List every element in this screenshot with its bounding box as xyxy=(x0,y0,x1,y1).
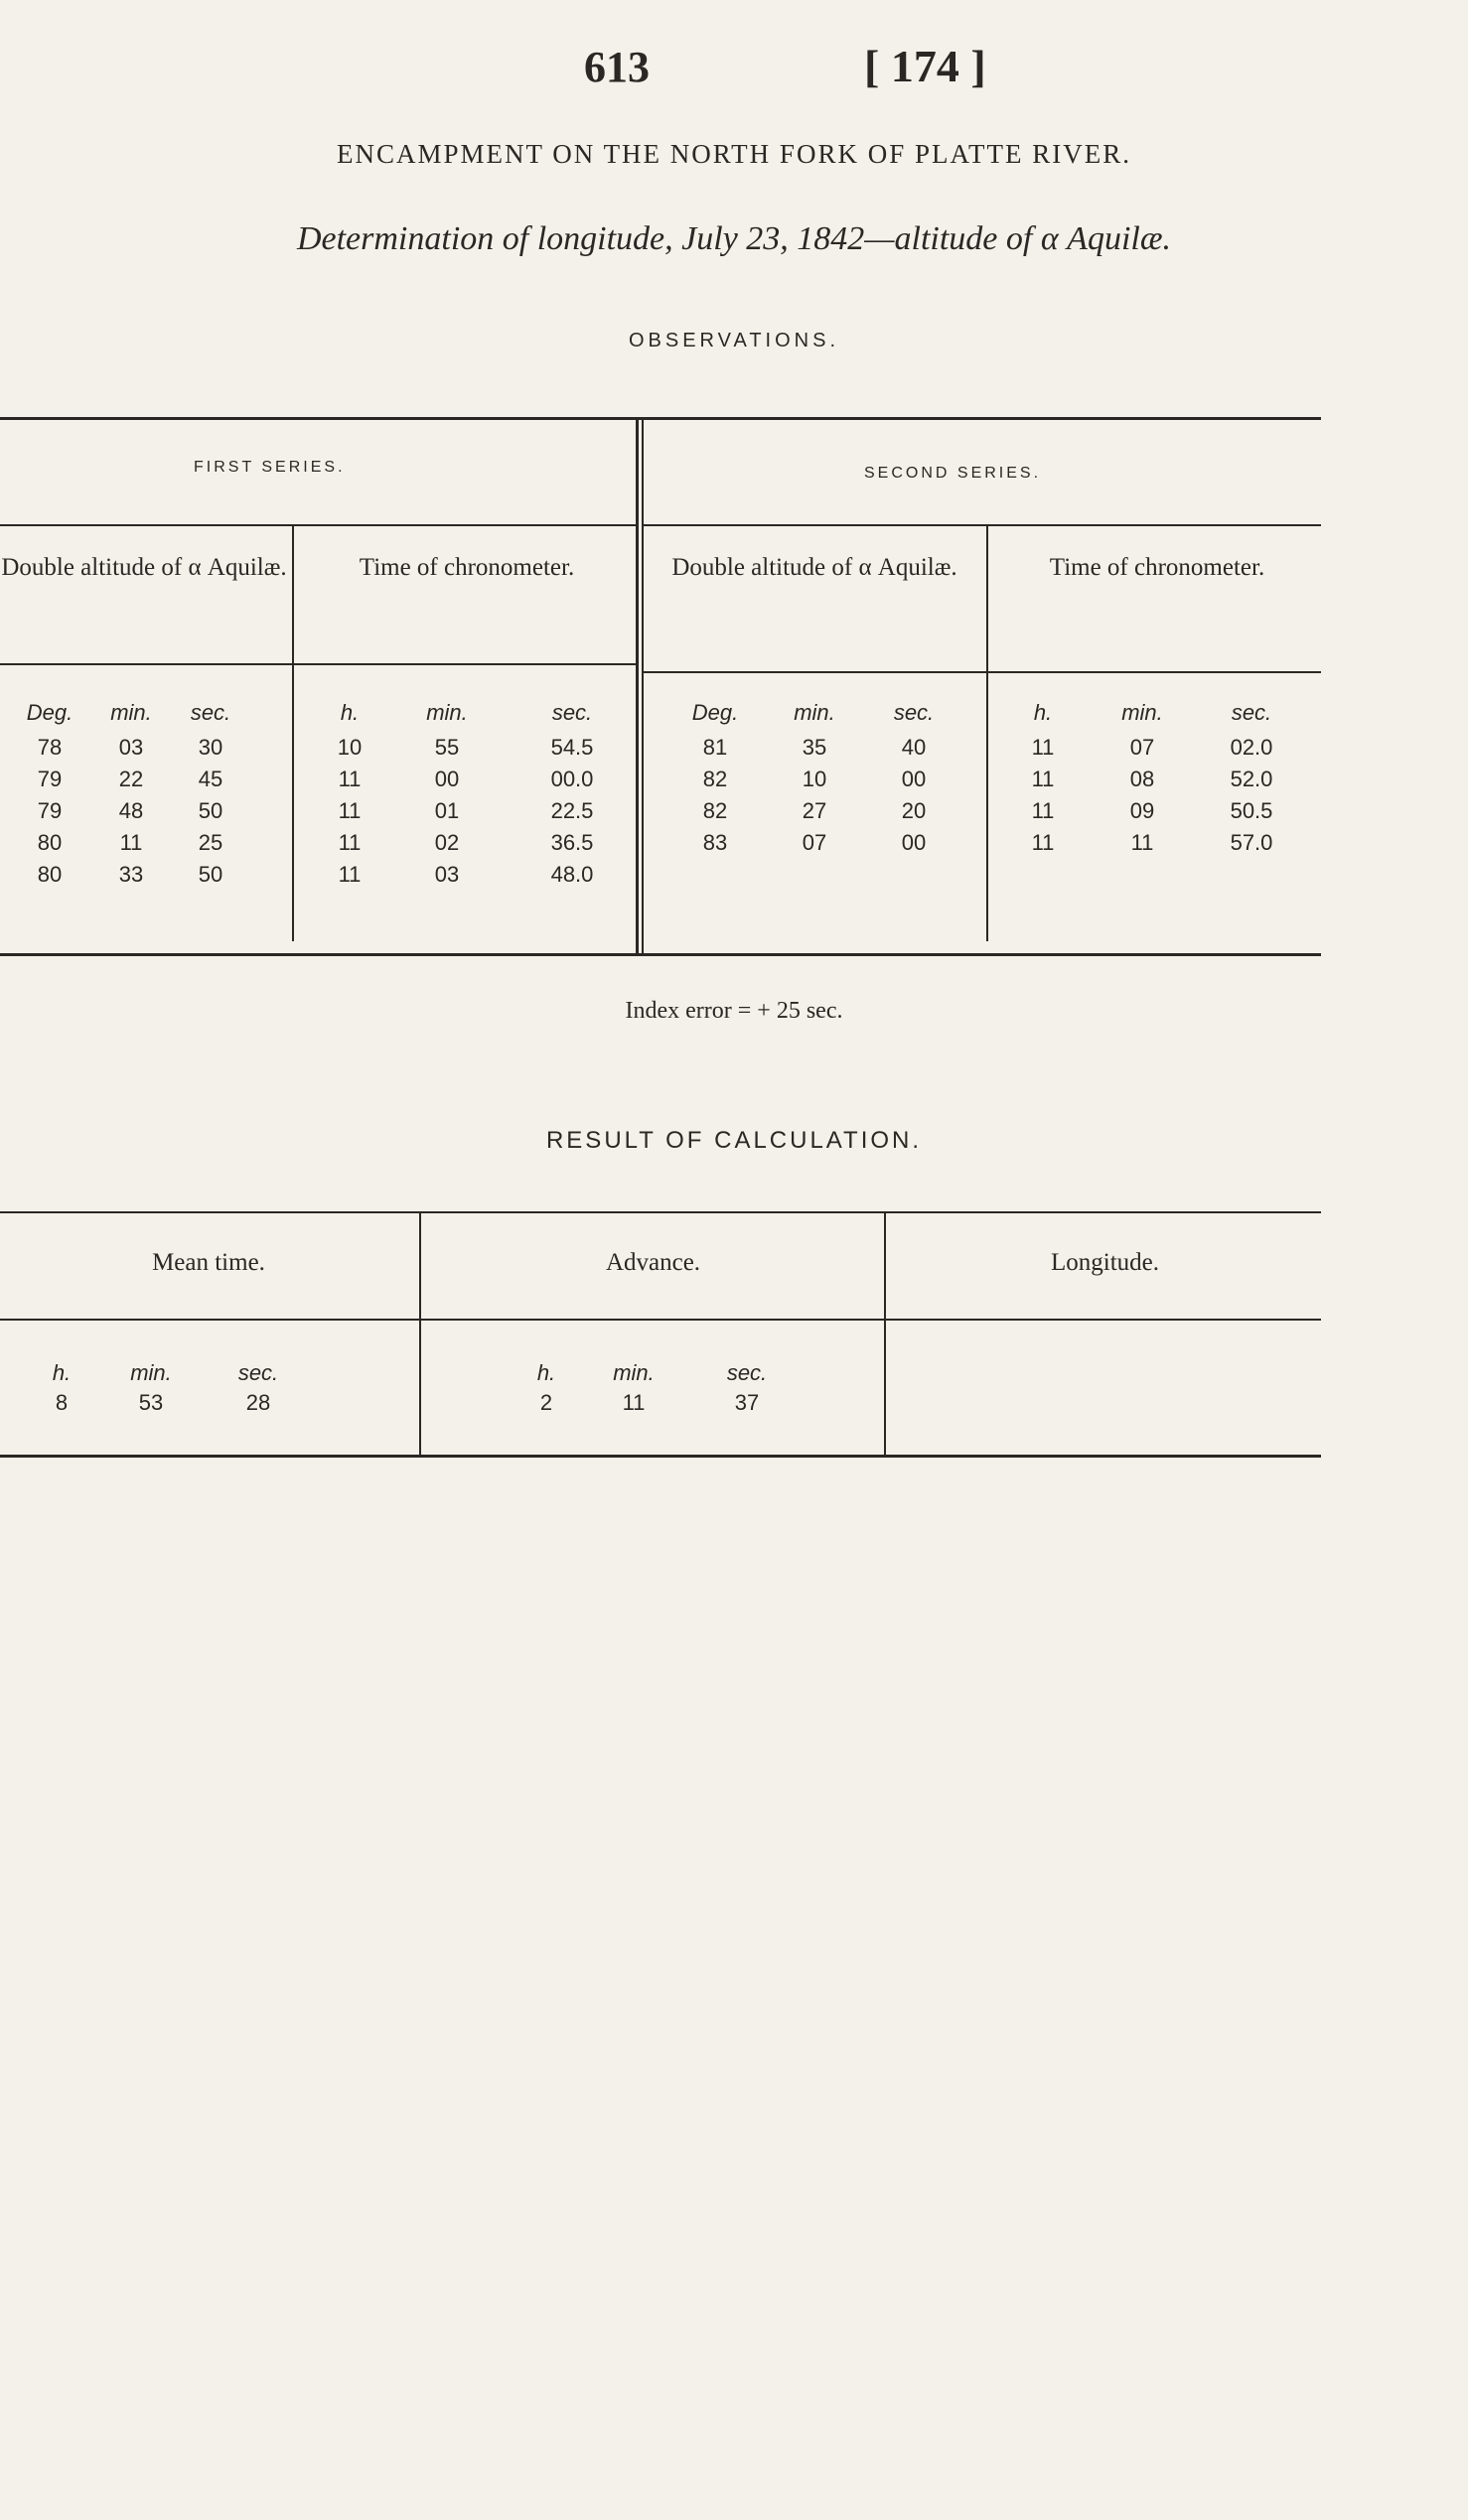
table-top-rule xyxy=(0,417,1321,420)
second-series-altitude-min: 35 xyxy=(802,735,827,760)
second-series-time-min: 11 xyxy=(1130,830,1154,855)
first-series-altitude-min: 33 xyxy=(118,862,144,887)
advance-h: 2 xyxy=(539,1390,553,1415)
first-time-header: Time of chronometer. xyxy=(359,554,575,581)
first-series-time-h: 11 xyxy=(338,830,362,855)
unit-h: h. xyxy=(536,1360,556,1385)
second-series-time-sec: 50.5 xyxy=(1230,798,1273,823)
unit-min: min. xyxy=(130,1360,172,1385)
unit-min: min. xyxy=(613,1360,655,1385)
unit-h: h. xyxy=(52,1360,72,1385)
first-series-altitude-min: 03 xyxy=(118,735,144,760)
second-series-label: SECOND SERIES. xyxy=(864,465,1042,482)
index-error: Index error = + 25 sec. xyxy=(625,998,843,1024)
second-series-altitude-deg: 82 xyxy=(702,767,728,791)
advance-header: Advance. xyxy=(605,1249,701,1276)
first-series-altitude-deg: 78 xyxy=(37,735,63,760)
second-series-rule xyxy=(642,524,1321,526)
header-bottom-rule-2 xyxy=(642,671,1321,673)
first-series-altitude-deg: 79 xyxy=(37,798,63,823)
second-series-altitude-min: 27 xyxy=(802,798,827,823)
unit-deg: Deg. xyxy=(691,700,739,725)
second-series-time-h: 11 xyxy=(1031,735,1055,760)
first-series-altitude-sec: 50 xyxy=(198,798,223,823)
second-series-altitude-sec: 00 xyxy=(901,830,927,855)
result-header-rule xyxy=(0,1319,1321,1321)
first-series-time-sec: 54.5 xyxy=(550,735,594,760)
first-series-time-sec: 22.5 xyxy=(550,798,594,823)
first-series-altitude-deg: 80 xyxy=(37,862,63,887)
mean-time-min: 53 xyxy=(138,1390,164,1415)
document-number: [ 174 ] xyxy=(864,41,986,91)
unit-h: h. xyxy=(340,700,360,725)
result-heading: RESULT OF CALCULATION. xyxy=(545,1127,923,1154)
first-series-label: FIRST SERIES. xyxy=(194,459,346,476)
first-series-time-min: 01 xyxy=(434,798,460,823)
second-series-time-sec: 57.0 xyxy=(1230,830,1273,855)
first-series-altitude-min: 48 xyxy=(118,798,144,823)
result-divider-2 xyxy=(884,1211,886,1455)
first-series-time-sec: 00.0 xyxy=(550,767,594,791)
first-series-altitude-sec: 45 xyxy=(198,767,223,791)
mean-time-h: 8 xyxy=(55,1390,69,1415)
table-bottom-rule xyxy=(0,953,1321,956)
second-series-time-min: 09 xyxy=(1129,798,1155,823)
second-series-altitude-sec: 40 xyxy=(901,735,927,760)
unit-sec: sec. xyxy=(893,700,935,725)
mean-time-sec: 28 xyxy=(245,1390,271,1415)
advance-min: 11 xyxy=(622,1390,646,1415)
series-divider xyxy=(636,417,639,953)
first-series-time-min: 03 xyxy=(434,862,460,887)
second-series-altitude-sec: 20 xyxy=(901,798,927,823)
second-series-time-min: 08 xyxy=(1129,767,1155,791)
unit-sec: sec. xyxy=(551,700,593,725)
first-series-altitude-sec: 25 xyxy=(198,830,223,855)
first-altitude-header: Double altitude of α Aquilæ. xyxy=(1,554,287,581)
second-series-time-h: 11 xyxy=(1031,830,1055,855)
unit-deg: Deg. xyxy=(26,700,73,725)
first-col-divider xyxy=(292,524,294,941)
second-col-divider xyxy=(986,524,988,941)
observations-heading: OBSERVATIONS. xyxy=(628,330,840,351)
first-series-altitude-deg: 80 xyxy=(37,830,63,855)
first-series-altitude-sec: 30 xyxy=(198,735,223,760)
second-altitude-header: Double altitude of α Aquilæ. xyxy=(671,554,957,581)
page-title: ENCAMPMENT ON THE NORTH FORK OF PLATTE RIVER. xyxy=(337,139,1131,169)
first-series-time-h: 11 xyxy=(338,767,362,791)
first-series-time-min: 55 xyxy=(434,735,460,760)
second-series-altitude-min: 07 xyxy=(802,830,827,855)
mean-time-header: Mean time. xyxy=(152,1249,265,1276)
first-series-rule xyxy=(0,524,636,526)
second-time-header: Time of chronometer. xyxy=(1049,554,1265,581)
second-series-altitude-deg: 82 xyxy=(702,798,728,823)
first-series-time-h: 11 xyxy=(338,798,362,823)
second-series-altitude-deg: 83 xyxy=(702,830,728,855)
second-series-time-sec: 02.0 xyxy=(1230,735,1273,760)
first-series-time-sec: 48.0 xyxy=(550,862,594,887)
unit-min: min. xyxy=(1121,700,1163,725)
unit-sec: sec. xyxy=(1231,700,1272,725)
first-series-altitude-deg: 79 xyxy=(37,767,63,791)
first-series-time-min: 00 xyxy=(434,767,460,791)
unit-h: h. xyxy=(1033,700,1053,725)
first-series-altitude-min: 22 xyxy=(118,767,144,791)
advance-sec: 37 xyxy=(734,1390,760,1415)
result-bottom-rule xyxy=(0,1455,1321,1458)
second-series-altitude-min: 10 xyxy=(802,767,827,791)
unit-min: min. xyxy=(794,700,835,725)
unit-sec: sec. xyxy=(726,1360,768,1385)
unit-min: min. xyxy=(426,700,468,725)
first-series-time-h: 10 xyxy=(337,735,363,760)
first-series-time-sec: 36.5 xyxy=(550,830,594,855)
unit-sec: sec. xyxy=(190,700,231,725)
second-series-time-min: 07 xyxy=(1129,735,1155,760)
header-bottom-rule-1 xyxy=(0,663,636,665)
unit-sec: sec. xyxy=(237,1360,279,1385)
series-divider-inner xyxy=(642,417,644,953)
first-series-altitude-sec: 50 xyxy=(198,862,223,887)
unit-min: min. xyxy=(110,700,152,725)
second-series-time-h: 11 xyxy=(1031,767,1055,791)
page-number: 613 xyxy=(584,43,650,91)
second-series-time-sec: 52.0 xyxy=(1230,767,1273,791)
page-subtitle: Determination of longitude, July 23, 1842—altitude of α Aquilæ. xyxy=(296,220,1172,257)
longitude-header: Longitude. xyxy=(1050,1249,1159,1276)
second-series-altitude-sec: 00 xyxy=(901,767,927,791)
second-series-time-h: 11 xyxy=(1031,798,1055,823)
first-series-time-min: 02 xyxy=(434,830,460,855)
result-top-rule xyxy=(0,1211,1321,1213)
first-series-time-h: 11 xyxy=(338,862,362,887)
first-series-altitude-min: 11 xyxy=(119,830,143,855)
result-divider-1 xyxy=(419,1211,421,1455)
second-series-altitude-deg: 81 xyxy=(702,735,728,760)
